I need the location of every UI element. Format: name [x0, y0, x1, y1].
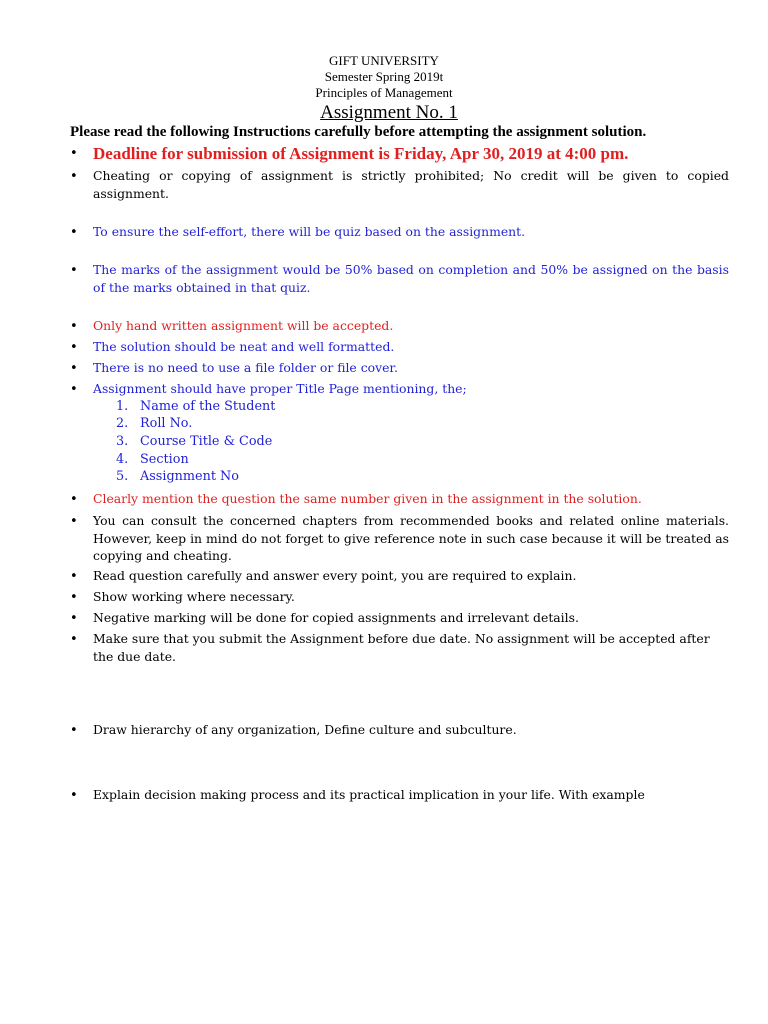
instruction-item: The solution should be neat and well formatted.	[93, 339, 395, 354]
bullet-icon: •	[70, 169, 78, 184]
bullet-icon: •	[70, 382, 78, 397]
instruction-item: You can consult the concerned chapters from recommended books and related online materials. However, keep in mind do not forget to give reference note in such case because it will be treated as copying and cheating.	[93, 513, 729, 563]
bullet-icon: •	[70, 611, 78, 626]
numbered-item-number: 4.	[116, 452, 129, 467]
bullet-icon: •	[70, 788, 78, 803]
bullet-icon: •	[70, 632, 78, 647]
numbered-item-number: 5.	[116, 469, 129, 484]
deadline-notice: Deadline for submission of Assignment is Friday, Apr 30, 2019 at 4:00 pm.	[93, 144, 629, 163]
instruction-item: Show working where necessary.	[93, 589, 295, 604]
bullet-icon: •	[70, 514, 78, 529]
semester-label: Semester Spring 2019t	[324, 69, 444, 84]
numbered-item-number: 3.	[116, 434, 129, 449]
instruction-item: There is no need to use a file folder or file cover.	[93, 360, 398, 375]
instruction-item: Assignment should have proper Title Page mentioning, the;	[93, 381, 467, 396]
instruction-item: Only hand written assignment will be accepted.	[93, 318, 394, 333]
course-name: Principles of Management	[315, 85, 453, 100]
numbered-item-text: Course Title & Code	[140, 434, 273, 449]
assignment-title: Assignment No. 1	[320, 102, 458, 123]
question-item: Explain decision making process and its practical implication in your life. With example	[93, 787, 645, 802]
bullet-icon: •	[70, 590, 78, 605]
instruction-item: To ensure the self-effort, there will be quiz based on the assignment.	[93, 224, 526, 239]
bullet-icon: •	[70, 263, 78, 278]
numbered-item-text: Assignment No	[140, 469, 239, 484]
bullet-icon: •	[70, 723, 78, 738]
numbered-item-text: Roll No.	[140, 416, 193, 431]
instruction-item: Make sure that you submit the Assignment before due date. No assignment will be accepted after the due date.	[93, 631, 710, 664]
bullet-icon: •	[70, 492, 78, 507]
bullet-icon: •	[70, 146, 78, 161]
numbered-item-number: 1.	[116, 399, 129, 414]
bullet-icon: •	[70, 319, 78, 334]
numbered-item-number: 2.	[116, 416, 129, 431]
numbered-item-text: Name of the Student	[140, 399, 276, 414]
instruction-item: Clearly mention the question the same number given in the assignment in the solution.	[93, 491, 642, 506]
university-name: GIFT UNIVERSITY	[329, 53, 439, 68]
instruction-item: Read question carefully and answer every point, you are required to explain.	[93, 568, 577, 583]
bullet-icon: •	[70, 225, 78, 240]
bullet-icon: •	[70, 340, 78, 355]
question-item: Draw hierarchy of any organization, Define culture and subculture.	[93, 722, 517, 737]
instruction-item: Cheating or copying of assignment is strictly prohibited; No credit will be given to copied assignment.	[93, 168, 729, 201]
bullet-icon: •	[70, 361, 78, 376]
instruction-item: Negative marking will be done for copied assignments and irrelevant details.	[93, 610, 579, 625]
bullet-icon: •	[70, 569, 78, 584]
instructions-heading: Please read the following Instructions carefully before attempting the assignment solution.	[70, 124, 647, 140]
numbered-item-text: Section	[140, 452, 189, 467]
instruction-item: The marks of the assignment would be 50% based on completion and 50% be assigned on the basis of the marks obtained in that quiz.	[93, 262, 729, 295]
